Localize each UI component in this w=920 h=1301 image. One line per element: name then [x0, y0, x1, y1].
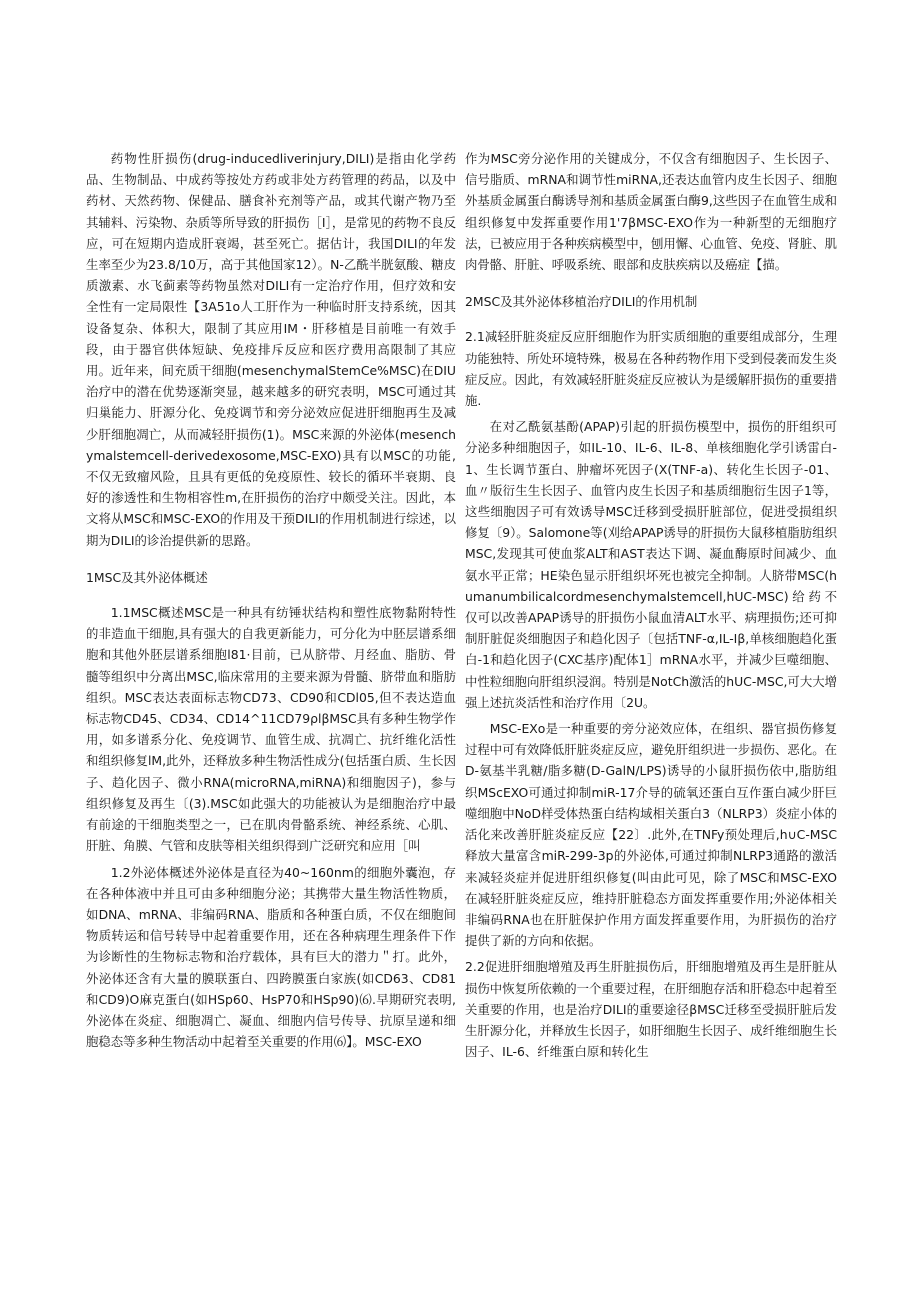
intro-paragraph: 药物性肝损伤(drug-inducedliverinjury,DILI)是指由化学药品、生物制品、中成药等按处方药或非处方药管理的药品，以及中药材、天然药物、保健品、膳食补充剂等产品，或其代谢产物乃至其辅料、污染物、杂质等所导致的肝损伤［I］，是常见的药物不良反应，可在短期内造成肝衰竭，甚至死亡。据估计，我国DILI的年发生率至少为23.8/10万，高于其他国家12）。N-乙酰半胱氨酸、糖皮质激素、水飞蓟素等药物虽然对DILI有一定治疗作用，但疗效和安全性有一定局限性【3A51o人工肝作为一种临时肝支持系统，因其设备复杂、体积大，限制了其应用IM・肝移植是目前唯一有效手段，由于器官供体短缺、免疫排斥反应和医疗费用高限制了其应用。近年来，间充质干细胞(mesenchymalStemCe%MSC)在DIU治疗中的潜在优势逐渐突显，越来越多的研究表明，MSC可通过其归巢能力、肝源分化、免疫调节和旁分泌效应促进肝细胞再生及减少肝细胞凋亡，从而减轻肝损伤(1)。MSC来源的外泌体(mesenchymalstemcell-derivedexosome,MSC-EXO)具有以MSC的功能,不仅无致瘤风险，且具有更低的免疫原性、较长的循环半衰期、良好的渗透性和生物相容性m,在肝损伤的治疗中颇受关注。因此，本文将从MSC和MSC-EXO的作用及干预DILI的作用机制进行综述，以期为DILI的诊治提供新的思路。 [86, 151, 456, 548]
msc-exo-inflammation-paragraph: MSC-EXo是一种重要的旁分泌效应体，在组织、器官损伤修复过程中可有效降低肝脏炎症反应，避免肝组织进一步损伤、恶化。在D-氨基半乳糖/脂多糖(D-GalN/LPS)诱导的小鼠肝损伤依中,脂肪组织MScEXO可通过抑制miR-17介导的硫氧还蛋白互作蛋白减少肝巨噬细胞中NoD样受体热蛋白结构域相关蛋白3（NLRP3）炎症小体的活化来改善肝脏炎症反应【22〕.此外,在TNFy预处理后,h∪C-MSC释放大量富含miR-299-3p的外泌体,可通过抑制NLRP3通路的激活来减轻炎症并促进肝组织修复(叫由此可见，除了MSC和MSC-EXO在减轻肝脏炎症反应，维持肝脏稳态方面发挥重要作用;外泌体相关非编码RNA也在肝脏保护作用方面发挥重要作用，为肝损伤的治疗提供了新的方向和依据。 [465, 721, 837, 949]
section-heading-1: 1MSC及其外泌体概述 [86, 569, 208, 585]
apap-model-paragraph: 在对乙酰氨基酚(APAP)引起的肝损伤模型中，损伤的肝组织可分泌多种细胞因子，如IL-10、IL-6、IL-8、单核细胞化学引诱雷白-1、生长调节蛋白、肿瘤坏死因子(X(TNF-a)、转化生长因子-01、血〃版衍生生长因子、血管内皮生长因子和基质细胞衍生因子1等，这些细胞因子可有效诱导MSC迁移到受损肝脏部位，促进受损组织修复〔9）。Salomone等(刈给APAP诱导的肝损伤大鼠移植脂肪组织MSC,发现其可使血浆ALT和AST表达下调、凝血酶原时间减少、血氨水平正常；HE染色显示肝组织坏死也被完全抑制。人脐带MSC(humanumbilicalcordmesenchymalstemcell,hUC-MSC)给药不仅可以改善APAP诱导的肝损伤小鼠血清ALT水平、病理损伤;还可抑制肝脏促炎细胞因子和趋化因子〔包括TNF-α,IL-Iβ,单核细胞趋化蛋白-1和趋化因子(CXC基序)配体1］mRNA水平，并减少巨噬细胞、中性粒细胞向肝组织浸润。特别是NotCh激活的hUC-MSC,可大大增强上述抗炎活性和治疗作用〔2U。 [465, 419, 837, 710]
inflammation-paragraph: 2.1减轻肝脏炎症反应肝细胞作为肝实质细胞的重要组成部分，生理功能独特、所处环境特殊，极易在各种药物作用下受到侵袭而发生炎症反应。因此，有效减轻肝脏炎症反应被认为是缓解肝损伤的重要措施. [465, 329, 837, 409]
msc-exo-continuation-paragraph: 作为MSC旁分泌作用的关键成分，不仅含有细胞因子、生长因子、信号脂质、mRNA和调节性miRNA,还表达血管内皮生长因子、细胞外基质金属蛋白酶诱导剂和基质金属蛋白酶9,这些因子在血管生成和组织修复中发挥重要作用1'7βMSC-EXO作为一种新型的无细胞疗法，已被应用于各种疾病模型中，刨用懈、心血管、免疫、肾脏、肌肉骨骼、肝脏、呼吸系统、眼部和皮肤疾病以及癌症【描。 [465, 151, 837, 273]
regeneration-paragraph: 2.2促进肝细胞增殖及再生肝脏损伤后，肝细胞增殖及再生是肝脏从损伤中恢复所依赖的一个重要过程，在肝细胞存活和肝稳态中起着至关重要的作用，也是治疗DILI的重要途径βMSC迁移至受损肝脏后发生肝源分化，并释放生长因子，如肝细胞生长因子、成纤维细胞生长因子、IL-6、纤维蛋白原和转化生 [465, 959, 837, 1060]
right-column [465, 148, 837, 1067]
left-column [86, 148, 456, 1057]
msc-overview-paragraph: 1.1MSC概述MSC是一种具有纺锤状结构和塑性底物黏附特性的非造血干细胞,具有强大的自我更新能力，可分化为中胚层谱系细胞和其他外胚层谱系细胞l81·目前，已从脐带、月经血、脂肪、骨髓等组织中分离出MSC,临床常用的主要来源为骨髓、脐带血和脂肪组织。MSC表达表面标志物CD73、CD90和CDl05,但不表达造血标志物CD45、CD34、CD14^11CD79ρlβMSC具有多种生物学作用，如多谱系分化、免疫调节、血管生成、抗凋亡、抗纤维化活性和组织修复lM,此外，还释放多种生物活性成分(包括蛋白质、生长因子、趋化因子、微小RNA(microRNA,miRNA)和细胞因子)，参与组织修复及再生〔(3).MSC如此强大的功能被认为是细胞治疗中最有前途的干细胞类型之一，已在肌肉骨骼系统、神经系统、心肌、肝脏、角膜、气管和皮肤等相关组织得到广泛研究和应用［叫 [86, 605, 456, 854]
exosome-overview-paragraph: 1.2外泌体概述外泌体是直径为40~160nm的细胞外囊泡，存在各种体液中并且可由多种细胞分泌；其携带大量生物活性物质，如DNA、mRNA、非编码RNA、脂质和各种蛋白质，不仅在细胞间物质转运和信号转导中起着重要作用，还在各种病理生理条件下作为诊断性的生物标志物和治疗载体，具有巨大的潜力＂打。此外，外泌体还含有大量的膜联蛋白、四跨膜蛋白家族(如CD63、CD81和CD9)O麻克蛋白(如HSp60、HsP70和HSp90)⑹.早期研究表明,外泌体在炎症、细胞凋亡、凝血、细胞内信号传导、抗原呈递和细胞稳态等多种生物活动中起着至关重要的作用⑹】。MSC-EXO [86, 864, 456, 1050]
section-heading-2: 2MSC及其外泌体移植治疗DILI的作用机制 [465, 294, 698, 310]
